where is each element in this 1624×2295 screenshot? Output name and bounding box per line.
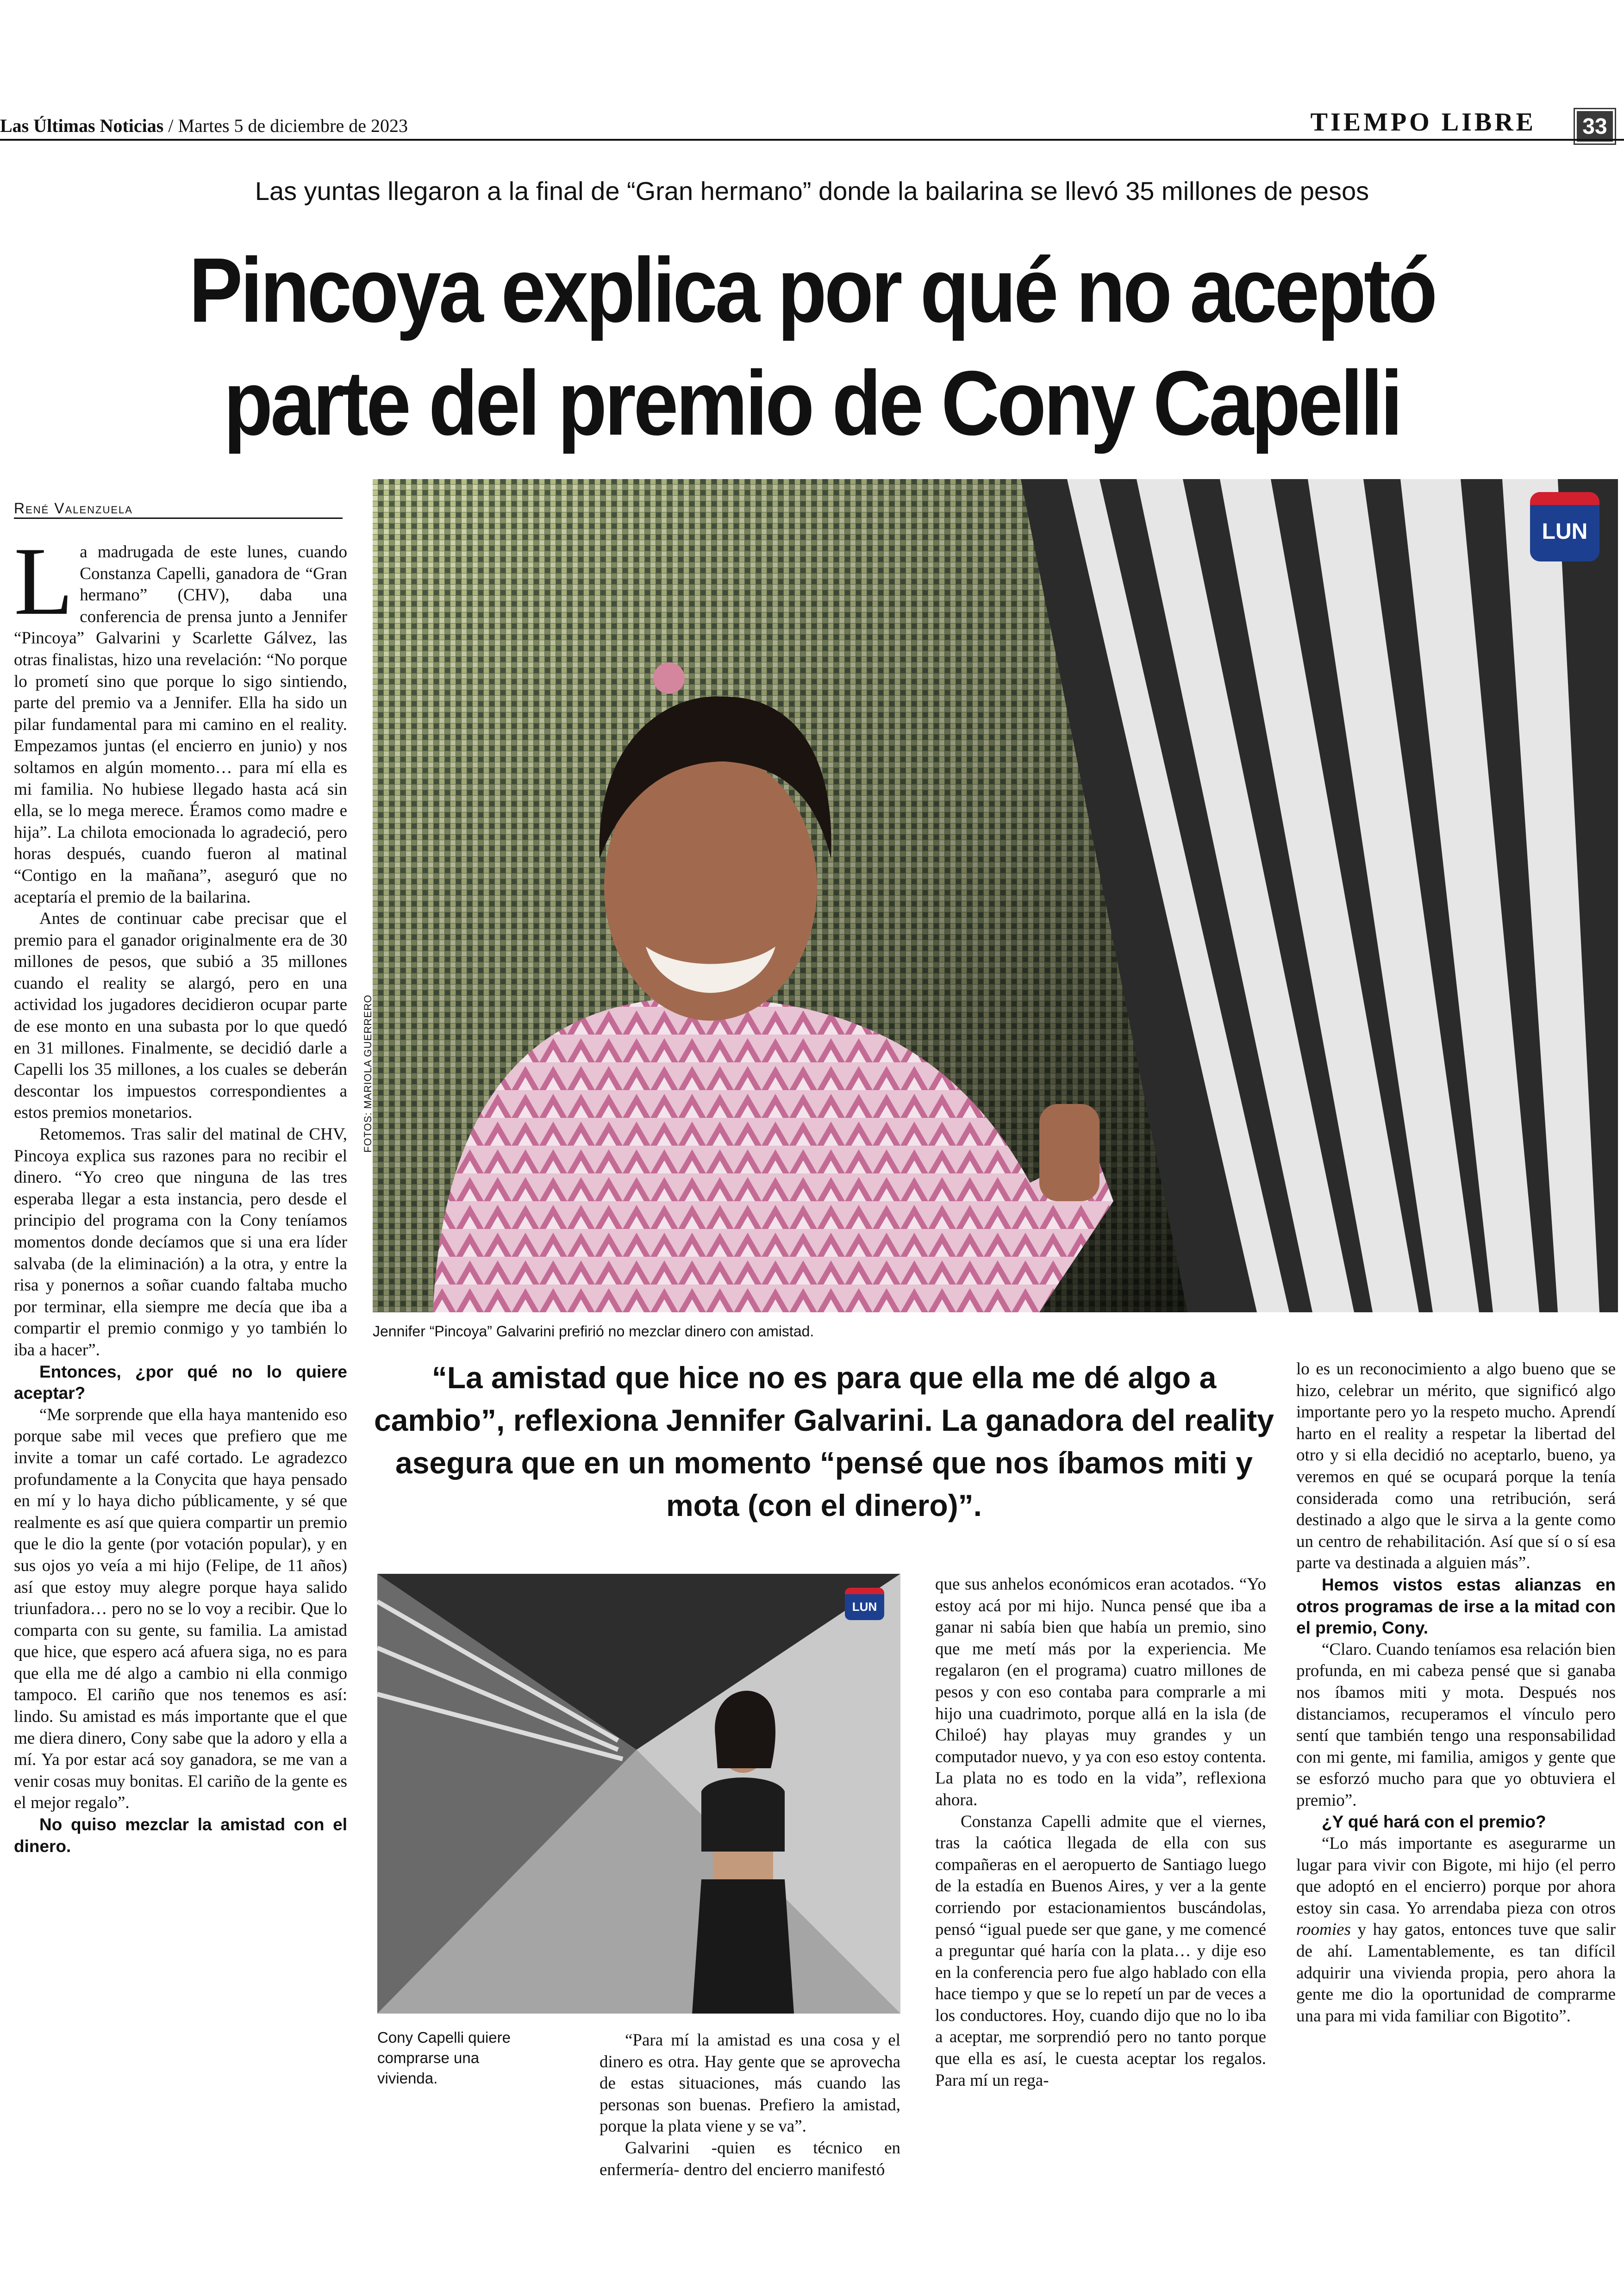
lun-logo: [1530, 492, 1599, 561]
headline-line-1: Pincoya explica por qué no aceptó: [189, 239, 1435, 341]
main-photo-illustration: [373, 479, 1618, 1312]
lun-logo-text: LUN: [852, 1599, 877, 1614]
secondary-photo-caption: Cony Capelli quiere comprarse una vivienda.: [377, 2029, 511, 2087]
paragraph: Constanza Capelli admite que el viernes, tras la caótica llegada de ella con sus compañeras en el aeropuerto de Santiago luego de la estadía en Buenos Aires, y ver a la gente corriendo por estacionamientos buscándolas, pensó “igual puede ser que gane, y me comencé a preguntar qué haría con la plata… y dije eso en la conferencia pero fue algo hablado con ella hace tiempo y que se lo repetí un par de veces a los conductores. Hoy, cuando dijo que no lo iba a aceptar, me sorprendió pero no tanto porque que ella es así, le cuesta aceptar los regalos. Para mí un rega-: [935, 1812, 1266, 2090]
paragraph: Antes de continuar cabe precisar que el premio para el ganador originalmente era de 30 millones de pesos, que subió a 35 millones cuando el reality se alargó, pero en una actividad los jugadores decidieron ocupar parte de ese monto en una subasta por lo que quedó en 31 millones. Finalmente, se decidió darle a Capelli los 35 millones, a los cuales se deberán descontar los impuestos correspondientes a estos premios monetarios.: [14, 909, 347, 1123]
paragraph: Galvarini -quien es técnico en enfermería- dentro del encierro manifestó: [600, 2138, 900, 2179]
paragraph: Retomemos. Tras salir del matinal de CHV, Pincoya explica sus razones para no recibir el dinero. “Yo creo que ninguna de las tres esperaba llegar a esta instancia, pero desde el principio del programa con la Cony teníamos momentos donde decíamos que si una era líder salvaba (de la eliminación) a la otra, y entre la risa y ponernos a soñar cuando faltaba mucho por terminar, ella siempre me decía que iba a compartir el premio conmigo y yo también lo iba a hacer”.: [14, 1125, 347, 1360]
headline: [97, 234, 1526, 460]
interview-question: Hemos vistos estas alianzas en otros programas de irse a la mitad con el premio, Cony.: [1296, 1575, 1616, 1638]
paragraph: lo es un reconocimiento a algo bueno que se hizo, celebrar un mérito, que significó algo importante pero yo la respeto mucho. Aprendí harto en el reality a respetar la libertad del otro y si ella decidió no aceptarlo, bueno, ya veremos en qué se ocupará porque la tenía considerada como una retribución, será destinado a algo que le sirva a la gente como un centro de rehabilitación. Así que sí o sí esa parte va destinada a alguien más”.: [1296, 1360, 1616, 1573]
paragraph: [1296, 1833, 1616, 2027]
interview-question: Entonces, ¿por qué no lo quiere aceptar?: [14, 1362, 347, 1403]
paragraph: que sus anhelos económicos eran acotados. “Yo estoy acá por mi hijo. Nunca pensé que iba a ganar ni sabía bien que había un premio, sino que me metí más por la experiencia. Me regalaron (en el programa) cuatro millones de pesos y con eso contaba para comprarle a mi hijo una cuadrimoto, porque allá en la isla (de Chiloé) hay playas muy grandes y un computador nuevo, y ya con eso estoy contenta. La plata no es todo en la vida”, reflexiona ahora.: [935, 1575, 1266, 1809]
paragraph: “Para mí la amistad es una cosa y el dinero es otra. Hay gente que se aprovecha de estas situaciones, más cuando las personas son buenas. Prefiero la amistad, porque la plata viene y se va”.: [600, 2031, 900, 2136]
paragraph: “Me sorprende que ella haya mantenido eso porque sabe mil veces que prefiero que me invite a tomar un café cortado. Le agradezco profundamente a la Conycita que haya pensado en mí y lo haya dicho públicamente, y sé que realmente es así que quiera compartir un premio que le dio la gente (por votación popular), y en sus ojos yo veía a mi hijo (Felipe, de 11 años) así que estoy muy alegre porque haya salido triunfadora… pero no se lo voy a recibir. Que lo comparta con su gente, su familia. La amistad que hice, que espero acá afuera siga, no es para que ella me dé algo a cambio ni ella conmigo tampoco. El cariño que nos tenemos es así: lindo. Su amistad es más importante que el que me diera dinero, Cony sabe que la adoro y ella a mí. Ya por estar acá soy ganadora, se me van a venir cosas muy bonitas. El cariño de la gente es el mejor regalo”.: [14, 1405, 347, 1813]
column-4: [1296, 1359, 1616, 2027]
masthead: [0, 115, 408, 137]
secondary-photo-illustration: [377, 1574, 900, 2014]
column-2: [600, 2030, 900, 2181]
page-number: 33: [1575, 109, 1615, 143]
column-3: [935, 1574, 1266, 2091]
drop-cap: L: [14, 528, 74, 635]
main-photo-caption: Jennifer “Pincoya” Galvarini prefirió no mezclar dinero con amistad.: [373, 1323, 814, 1340]
paragraph: [14, 528, 347, 908]
byline: René Valenzuela: [14, 500, 133, 517]
paragraph-text: y hay gatos, entonces tuve que salir de ahí. Lamentablemente, es tan difícil adquirir una vivienda propia, pero ahora la gente me dio la oportunidad de comprarme una para mi vida familiar con Bigotito”.: [1296, 1920, 1616, 2026]
interview-question: ¿Y qué hará con el premio?: [1322, 1812, 1546, 1832]
emphasis-text: roomies: [1296, 1920, 1351, 1940]
newspaper-name: Las Últimas Noticias: [0, 115, 164, 136]
paragraph: “Claro. Cuando teníamos esa relación bien profunda, en mi cabeza pensé que si ganaba nos íbamos miti y mota. Después nos distanciamos, recuperamos el vínculo pero sentí que también tengo una responsabilidad con mi gente, mi familia, amigos y gente que se esforzó mucho para que yo obtuviera el premio”.: [1296, 1640, 1616, 1810]
kicker: Las yuntas llegaron a la final de “Gran hermano” donde la bailarina se llevó 35 millones de pesos: [255, 176, 1369, 206]
column-1: [14, 528, 347, 1857]
lun-logo-text: LUN: [1542, 519, 1588, 544]
pull-quote: “La amistad que hice no es para que ella me dé algo a cambio”, reflexiona Jennifer Galvarini. La ganadora del reality asegura que en un momento “pensé que nos íbamos miti y mota (con el dinero)”.: [374, 1360, 1274, 1522]
secondary-photo: [377, 1574, 900, 2014]
main-photo: [373, 479, 1618, 1312]
paragraph-text: “Lo más importante es asegurarme un lugar para vivir con Bigote, mi hijo (el perro que adoptó en el encierro) porque por ahora estoy sin casa. Yo arrendaba pieza con otros: [1296, 1834, 1616, 1918]
headline-line-2: parte del premio de Cony Capelli: [223, 352, 1401, 454]
lun-logo: [845, 1588, 884, 1620]
section-name: TIEMPO LIBRE: [1310, 108, 1536, 137]
photo-credit: FOTOS: MARIOLA GUERRERO: [362, 994, 374, 1153]
byline-rule: [14, 518, 343, 519]
issue-date: / Martes 5 de diciembre de 2023: [168, 115, 408, 136]
paragraph-text: a madrugada de este lunes, cuando Constanza Capelli, ganadora de “Gran hermano” (CHV), daba una conferencia de prensa junto a Jennifer “Pincoya” Galvarini y Scarlette Gálvez, las otras finalistas, hizo una revelación: “No porque lo prometí sino que porque lo sigo sintiendo, parte del premio va a Jennifer. Ella ha sido un pilar fundamental para mi camino en el reality. Empezamos juntas (el encierro en junio) y nos soltamos en algún momento… para mí ella es mi familia. No hubiese llegado hasta acá sin ella, se lo mega merece. Éramos como madre e hija”. La chilota emocionada lo agradeció, pero horas después, cuando fueron al matinal “Contigo en la mañana”, aseguró que no aceptaría el premio de la bailarina.: [14, 543, 347, 907]
interview-question: No quiso mezclar la amistad con el dinero.: [14, 1815, 347, 1856]
header-rule: [0, 139, 1624, 141]
